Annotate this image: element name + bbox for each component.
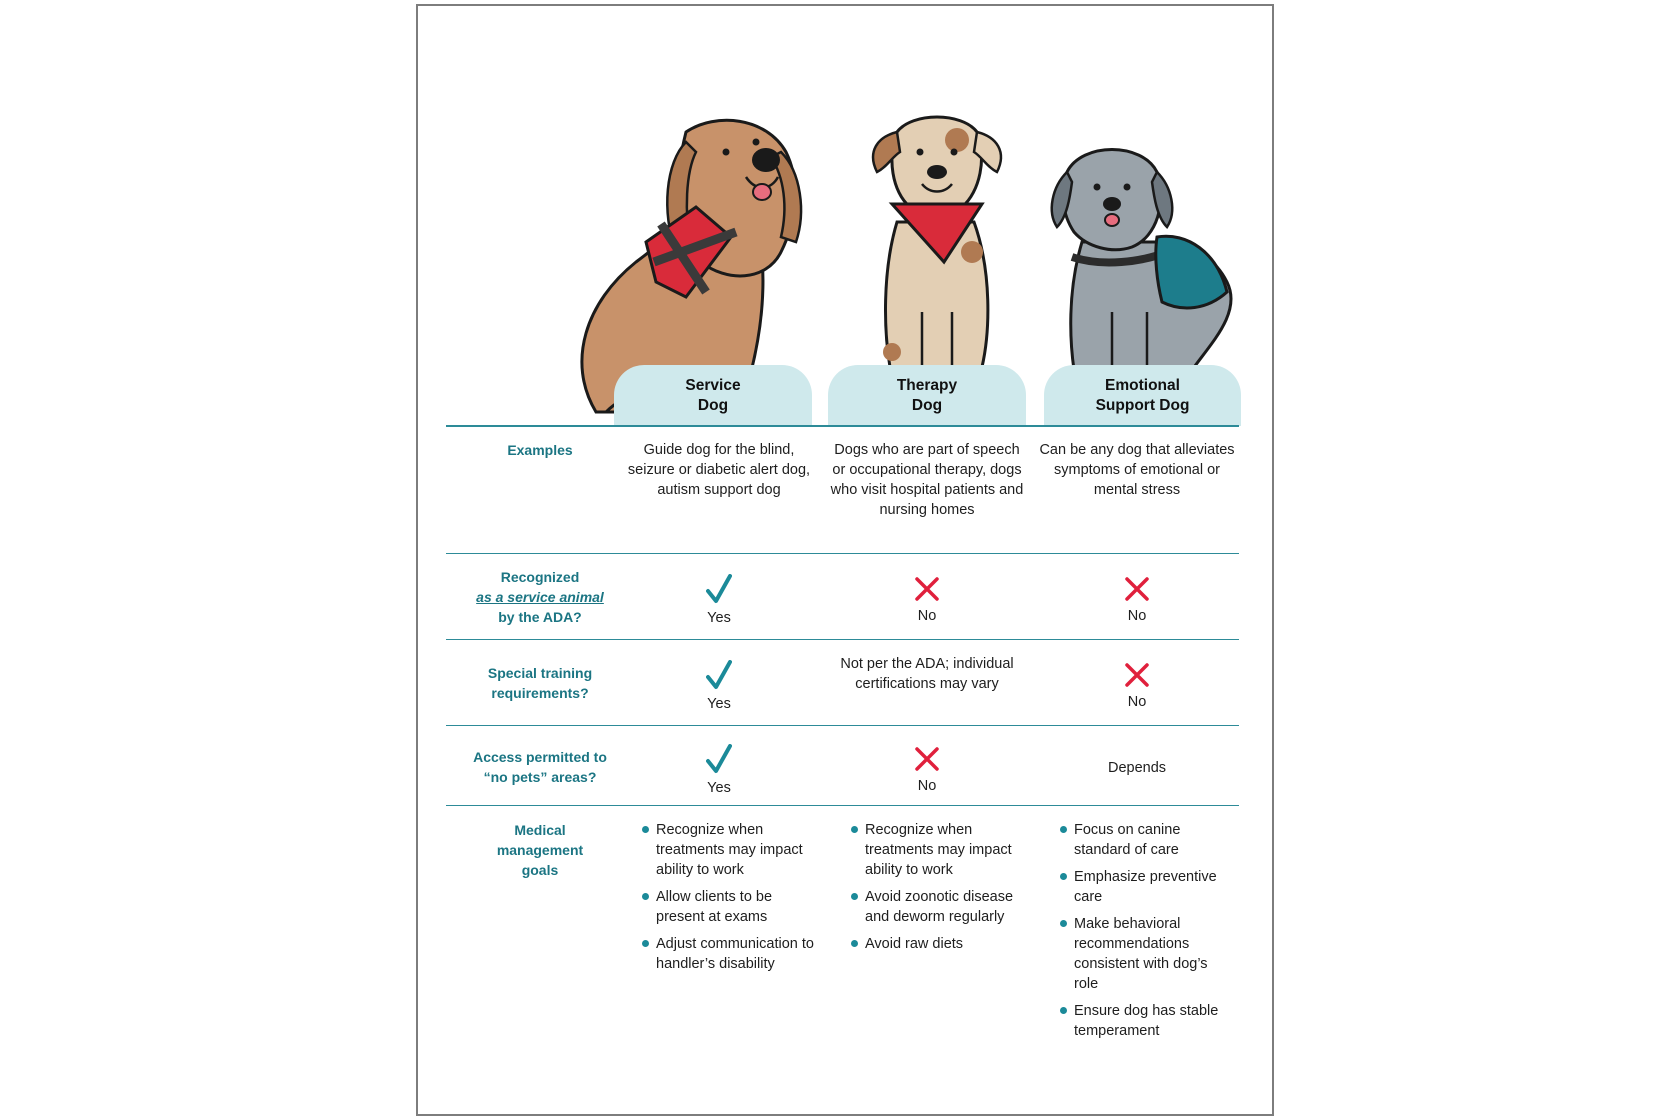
access-emotional-support-dog-value: Depends xyxy=(1107,760,1167,776)
x-icon xyxy=(914,576,940,602)
row-label-goals: Medical management goals xyxy=(496,822,584,878)
check-icon xyxy=(706,744,732,774)
row-label-training: Special training requirements? xyxy=(487,665,593,701)
row-label-recognized xyxy=(446,567,634,627)
check-icon xyxy=(706,660,732,690)
list-item: Recognize when treatments may impact ability to work xyxy=(642,820,817,880)
list-item: Ensure dog has stable temperament xyxy=(1060,1001,1235,1041)
recognized-therapy-dog xyxy=(829,576,1025,626)
examples-therapy-dog: Dogs who are part of speech or occupational therapy, dogs who visit hospital patients and nursing homes xyxy=(830,442,1024,518)
emotional-support-dog-illustration xyxy=(1042,142,1242,372)
list-item: Emphasize preventive care xyxy=(1060,867,1235,907)
recognized-label-line3: by the ADA? xyxy=(498,609,582,625)
column-header-therapy-dog: Therapy Dog xyxy=(828,365,1026,426)
column-header-emotional-support-dog: Emotional Support Dog xyxy=(1044,365,1241,426)
check-icon xyxy=(706,574,732,604)
therapy-dog-illustration xyxy=(862,112,1012,372)
row-divider xyxy=(446,639,1239,640)
recognized-label-line2: as a service animal xyxy=(476,589,604,605)
recognized-therapy-dog-value: No xyxy=(917,608,937,624)
row-label-access: Access permitted to “no pets” areas? xyxy=(473,749,607,785)
list-item: Avoid zoonotic disease and deworm regularly xyxy=(851,887,1026,927)
access-therapy-dog xyxy=(829,746,1025,796)
row-divider xyxy=(446,725,1239,726)
access-emotional-support-dog xyxy=(1039,758,1235,778)
recognized-label-line1: Recognized xyxy=(500,569,580,585)
examples-service-dog: Guide dog for the blind, seizure or diabetic alert dog, autism support dog xyxy=(627,442,811,498)
x-icon xyxy=(914,746,940,772)
x-icon xyxy=(1124,662,1150,688)
recognized-service-dog xyxy=(621,574,817,628)
recognized-emotional-support-dog xyxy=(1039,576,1235,626)
row-divider xyxy=(446,805,1239,806)
training-emotional-support-dog xyxy=(1039,662,1235,712)
goals-list-therapy-dog xyxy=(851,820,1026,961)
list-item: Recognize when treatments may impact ability to work xyxy=(851,820,1026,880)
list-item: Allow clients to be present at exams xyxy=(642,887,817,927)
recognized-emotional-support-dog-value: No xyxy=(1127,608,1147,624)
training-therapy-dog-value: Not per the ADA; individual certifications may vary xyxy=(840,656,1014,692)
row-divider xyxy=(446,553,1239,554)
training-emotional-support-dog-value: No xyxy=(1127,694,1147,710)
list-item: Make behavioral recommendations consistent with dog’s role xyxy=(1060,914,1235,994)
examples-emotional-support-dog: Can be any dog that alleviates symptoms of emotional or mental stress xyxy=(1039,442,1235,498)
training-therapy-dog xyxy=(829,654,1025,694)
row-label-examples: Examples xyxy=(507,442,573,458)
list-item: Adjust communication to handler’s disability xyxy=(642,934,817,974)
goals-list-service-dog xyxy=(642,820,817,981)
access-therapy-dog-value: No xyxy=(917,778,937,794)
recognized-service-dog-value: Yes xyxy=(707,610,731,626)
goals-list-emotional-support-dog xyxy=(1060,820,1235,1048)
column-header-service-dog: Service Dog xyxy=(614,365,812,426)
access-service-dog-value: Yes xyxy=(707,780,731,796)
list-item: Avoid raw diets xyxy=(851,934,1026,954)
training-service-dog-value: Yes xyxy=(707,696,731,712)
list-item: Focus on canine standard of care xyxy=(1060,820,1235,860)
x-icon xyxy=(1124,576,1150,602)
access-service-dog xyxy=(621,744,817,798)
header-divider xyxy=(446,425,1239,427)
training-service-dog xyxy=(621,660,817,714)
